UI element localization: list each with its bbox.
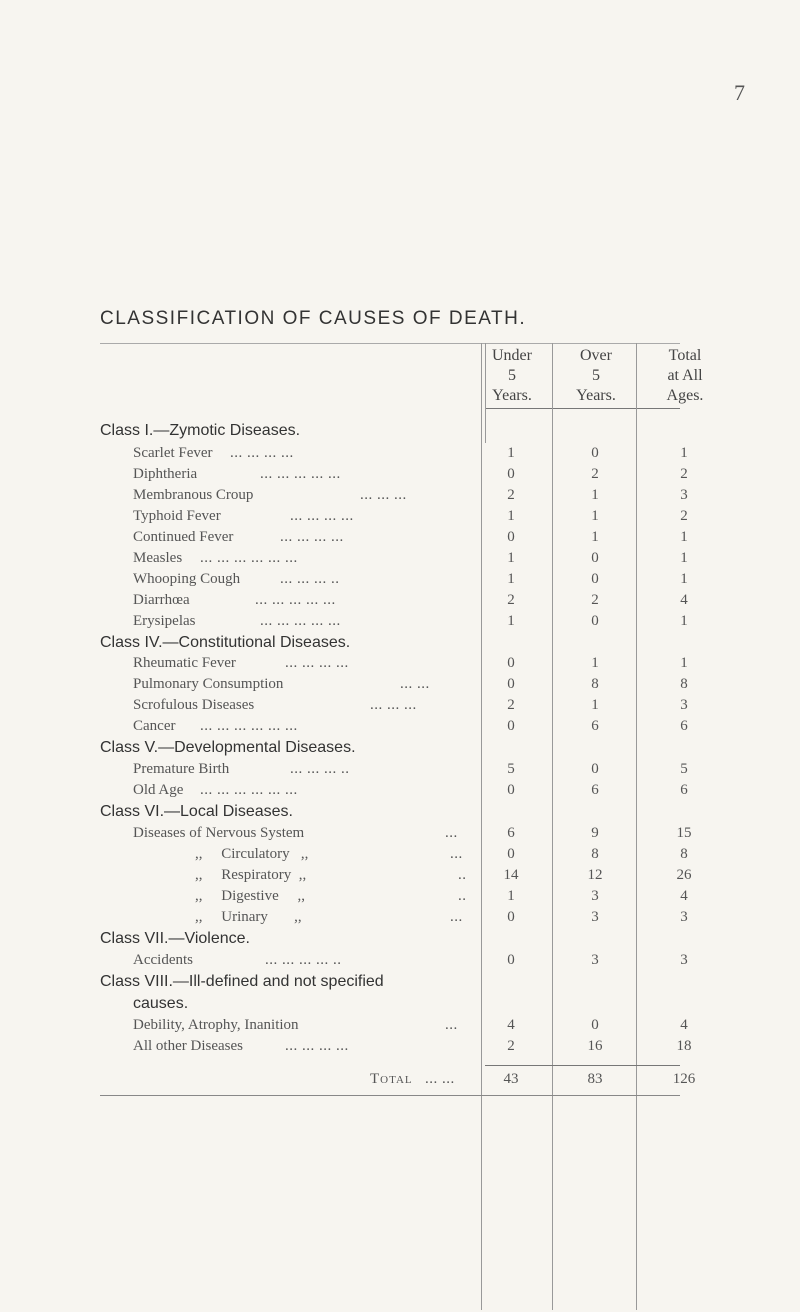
table-row: Measles ... ... ... ... ... ... 1 0 1 xyxy=(133,550,688,566)
totals-rule xyxy=(485,1065,680,1066)
table-row: All other Diseases ... ... ... ... 2 16 18 xyxy=(133,1038,692,1054)
header-total: Total at All Ages. xyxy=(666,347,704,404)
page-number: 7 xyxy=(734,80,745,105)
header-under5: Under 5 Years. xyxy=(492,347,532,404)
table-top-rule xyxy=(100,343,680,344)
table-row: Erysipelas ... ... ... ... ... 1 0 1 xyxy=(133,613,688,629)
table-row: Rheumatic Fever ... ... ... ... 0 1 1 xyxy=(133,655,688,671)
class-heading: Class VI.—Local Diseases. xyxy=(100,803,293,820)
table-row: ,, Urinary ,, ... 0 3 3 xyxy=(195,909,688,925)
table-row: Whooping Cough ... ... ... .. 1 0 1 xyxy=(133,571,688,587)
table-row: Pulmonary Consumption ... ... 0 8 8 xyxy=(133,676,688,692)
table-row: Scrofulous Diseases ... ... ... 2 1 3 xyxy=(133,697,688,713)
class-heading: Class I.—Zymotic Diseases. xyxy=(100,422,301,439)
table-row: Diseases of Nervous System ... 6 9 15 xyxy=(133,825,692,841)
class-heading: Class VIII.—Ill-defined and not specified xyxy=(100,973,384,990)
table-row: ,, Digestive ,, .. 1 3 4 xyxy=(195,888,688,904)
table-row: Old Age ... ... ... ... ... ... 0 6 6 xyxy=(133,782,688,798)
header-over5: Over 5 Years. xyxy=(576,347,616,404)
table-row: Continued Fever ... ... ... ... 0 1 1 xyxy=(133,529,688,545)
table-row: Cancer ... ... ... ... ... ... 0 6 6 xyxy=(133,718,688,734)
table-row: ,, Circulatory ,, ... 0 8 8 xyxy=(195,846,688,862)
class-heading: Class IV.—Constitutional Diseases. xyxy=(100,634,351,651)
table-row: Accidents ... ... ... ... .. 0 3 3 xyxy=(133,952,688,968)
class-heading: Class VII.—Violence. xyxy=(100,930,250,947)
totals-row: Total ... ... 43 83 126 xyxy=(370,1071,696,1087)
table-bottom-rule xyxy=(100,1095,680,1096)
table-row: ,, Respiratory ,, .. 14 12 26 xyxy=(195,867,692,883)
page-title: CLASSIFICATION OF CAUSES OF DEATH. xyxy=(100,308,527,329)
table-row: Diphtheria ... ... ... ... ... 0 2 2 xyxy=(133,466,688,482)
table-row: Premature Birth ... ... ... .. 5 0 5 xyxy=(133,761,688,777)
table-row: Debility, Atrophy, Inanition ... 4 0 4 xyxy=(133,1017,688,1033)
class-heading-continuation: causes. xyxy=(133,995,189,1012)
class-heading: Class V.—Developmental Diseases. xyxy=(100,739,356,756)
table-row: Diarrhœa ... ... ... ... ... 2 2 4 xyxy=(133,592,688,608)
column-rule-1b xyxy=(485,343,486,443)
header-rule xyxy=(485,408,680,409)
table-row: Scarlet Fever ... ... ... ... 1 0 1 xyxy=(133,445,688,461)
table-row: Typhoid Fever ... ... ... ... 1 1 2 xyxy=(133,508,688,524)
table-row: Membranous Croup ... ... ... 2 1 3 xyxy=(133,487,688,503)
